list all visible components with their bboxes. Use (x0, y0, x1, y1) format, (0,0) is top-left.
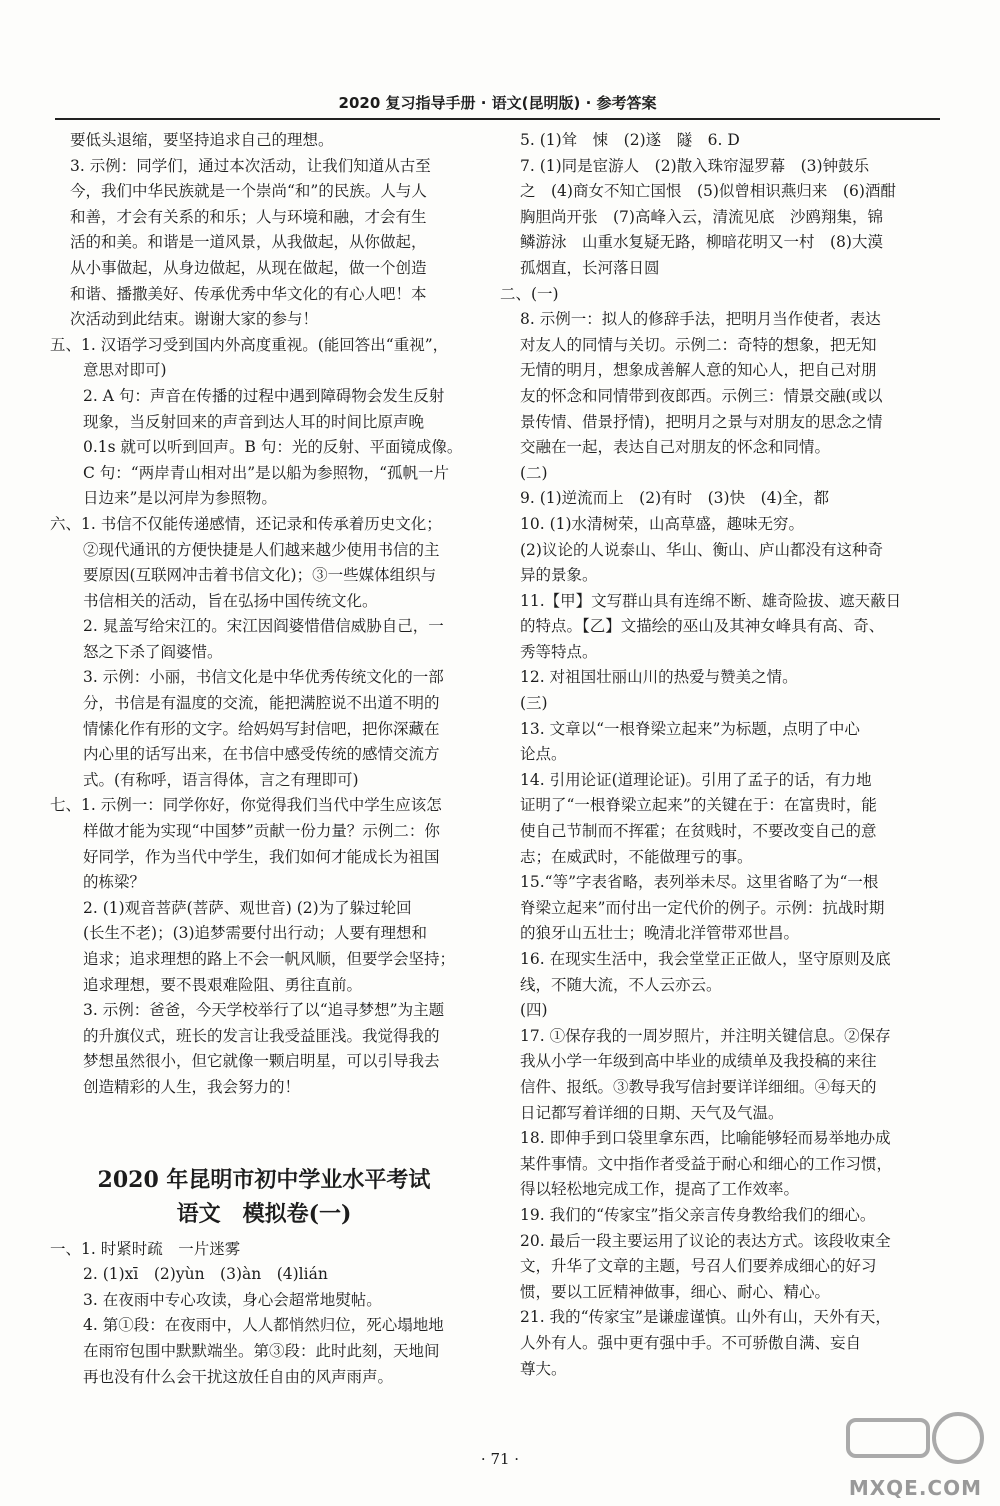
text-line: (2)议论的人说泰山、华山、衡山、庐山都没有这种奇 (520, 540, 883, 559)
text-line: 一、1. 时紧时疏 一片迷雾 (50, 1239, 241, 1258)
text-line: 证明了“一根脊梁立起来”的关键在于：在富贵时，能 (520, 796, 877, 815)
text-line: 21. 我的“传家宝”是谦虚谨慎。山外有山，天外有天， (520, 1308, 891, 1327)
text-line: 再也没有什么会干扰这放任自由的风声雨声。 (83, 1367, 394, 1386)
text-line: 孤烟直，长河落日圆 (520, 258, 660, 277)
text-line: 9. (1)逆流而上 (2)有时 (3)快 (4)全，都 (520, 489, 830, 508)
text-line: 14. 引用论证(道理论证)。引用了孟子的话，有力地 (520, 770, 872, 789)
text-line: 七、1. 示例一：同学你好，你觉得我们当代中学生应该怎 (50, 796, 442, 815)
text-line: 情愫化作有形的文字。给妈妈写封信吧，把你深藏在 (83, 719, 440, 738)
text-line: 2. (1)观音菩萨(菩萨、观世音) (2)为了躲过轮回 (83, 898, 412, 917)
text-line: 惯，要以工匠精神做事，细心、耐心、精心。 (520, 1282, 831, 1301)
text-line: 11.【甲】文写群山具有连绵不断、雄奇险拔、遮天蔽日 (520, 591, 902, 610)
text-line: 15.“等”字表省略，表列举未尽。这里省略了为“一根 (520, 873, 879, 892)
text-line: 的栋梁？ (83, 873, 146, 892)
text-line: 3. 示例：小丽，书信文化是中华优秀传统文化的一部 (83, 668, 444, 687)
text-line: 活的和美。和谐是一道风景，从我做起，从你做起， (70, 233, 427, 252)
text-line: 论点。 (520, 745, 567, 764)
text-line: 13. 文章以“一根脊梁立起来”为标题，点明了中心 (520, 719, 860, 738)
text-line: 5. (1)耸 悚 (2)遂 隧 6. D (520, 131, 740, 149)
text-line: 好同学，作为当代中学生，我们如何才能成长为祖国 (83, 847, 440, 866)
right-column (500, 128, 952, 1382)
section-gap (50, 1101, 478, 1163)
right-answers (500, 128, 952, 1382)
text-line: 式。(有称呼，语言得体，言之有理即可) (83, 770, 359, 789)
text-line: 从小事做起，从身边做起，从现在做起，做一个创造 (70, 258, 427, 277)
text-line: 书信相关的活动，旨在弘扬中国传统文化。 (83, 591, 378, 610)
text-line: 内心里的话写出来，在书信中感受传统的感情交流方 (83, 745, 440, 764)
text-line: 交融在一起，表达自己对朋友的怀念和同情。 (520, 438, 831, 457)
text-line: 尊大。 (520, 1359, 567, 1378)
text-line: 胸胆尚开张 (7)高峰入云，清流见底 沙鸥翔集，锦 (520, 207, 883, 226)
text-line: 2. (1)xī (2)yùn (3)àn (4)lián (83, 1265, 328, 1284)
text-line: 意思对即可) (83, 361, 167, 380)
text-line: 人外有人。强中更有强中手。不可骄傲自满、妄自 (520, 1333, 862, 1352)
mock-exam-answers (50, 1237, 478, 1391)
text-line: 使自己节制而不挥霍；在贫贱时，不要改变自己的意 (520, 822, 877, 841)
text-line: 的升旗仪式，班长的发言让我受益匪浅。我觉得我的 (83, 1026, 440, 1045)
text-line: 次活动到此结束。谢谢大家的参与！ (70, 310, 319, 329)
left-answers (50, 128, 478, 1101)
text-line: 五、1. 汉语学习受到国内外高度重视。(能回答出“重视”， (50, 335, 449, 354)
text-line: 今，我们中华民族就是一个崇尚“和”的民族。人与人 (70, 182, 427, 201)
text-line: 异的景象。 (520, 566, 598, 585)
exam-subtitle: 语文 模拟卷(一) (176, 1200, 352, 1227)
text-line: 19. 我们的“传家宝”指父亲言传身教给我们的细心。 (520, 1205, 876, 1224)
text-line: 景传情、借景抒情)，把明月之景与对朋友的思念之情 (520, 412, 883, 431)
text-line: 的狼牙山五壮士；晚清北洋管带邓世昌。 (520, 924, 800, 943)
text-line: 和善，才会有关系的和乐；人与环境和融，才会有生 (70, 207, 427, 226)
text-line: 梦想虽然很小，但它就像一颗启明星，可以引导我去 (83, 1052, 440, 1071)
text-line: 二、(一) (500, 284, 559, 303)
text-line: 0.1s 就可以听到回声。B 句：光的反射、平面镜成像。 (83, 438, 463, 457)
watermark-text: MXQE.COM (848, 1476, 982, 1500)
text-line: 我从小学一年级到高中毕业的成绩单及我投稿的来往 (520, 1052, 877, 1071)
text-line: 4. 第①段：在夜雨中，人人都悄然归位，死心塌地地 (83, 1316, 444, 1335)
text-line: 之 (4)商女不知亡国恨 (5)似曾相识燕归来 (6)酒酣 (520, 182, 896, 201)
text-line: 2. 晁盖写给宋江的。宋江因阎婆惜借信威胁自己，一 (83, 617, 444, 636)
text-line: 要原因(互联网冲击着书信文化)；③一些媒体组织与 (83, 566, 437, 585)
text-line: 某件事情。文中指作者受益于耐心和细心的工作习惯， (520, 1154, 893, 1173)
text-line: 线，不随大流，不人云亦云。 (520, 975, 722, 994)
text-line: 8. 示例一：拟人的修辞手法，把明月当作使者，表达 (520, 310, 881, 329)
text-line: 无情的明月，想象成善解人意的知心人，把自己对朋 (520, 361, 877, 380)
text-line: 20. 最后一段主要运用了议论的表达方式。该段收束全 (520, 1231, 891, 1250)
text-line: 2. A 句：声音在传播的过程中遇到障碍物会发生反射 (83, 386, 445, 405)
text-line: 10. (1)水清树荣，山高草盛，趣味无穷。 (520, 514, 805, 533)
text-line: 日记都写着详细的日期、天气及气温。 (520, 1103, 784, 1122)
text-line: 16. 在现实生活中，我会堂堂正正做人，坚守原则及底 (520, 950, 891, 968)
text-line: 对友人的同情与关切。示例二：奇特的想象，把无知 (520, 335, 877, 354)
text-line: ②现代通讯的方便快捷是人们越来越少使用书信的主 (83, 540, 440, 559)
text-line: 脊梁立起来”而付出一定代价的例子。示例：抗战时期 (520, 898, 885, 917)
text-line: C 句：“两岸青山相对出”是以船为参照物，“孤帆一片 (83, 463, 450, 482)
text-line: (四) (520, 1001, 548, 1020)
text-line: 在雨帘包围中默默端坐。第③段：此时此刻，天地间 (83, 1341, 440, 1360)
text-line: 志；在威武时，不能做理亏的事。 (520, 847, 753, 866)
text-line: 追求；追求理想的路上不会一帆风顺，但要学会坚持； (83, 950, 456, 968)
text-line: 怒之下杀了阎婆惜。 (83, 642, 223, 661)
text-line: 分，书信是有温度的交流，能把满腔说不出道不明的 (83, 694, 440, 713)
text-line: 六、1. 书信不仅能传递感情，还记录和传承着历史文化； (50, 514, 442, 533)
text-line: 18. 即伸手到口袋里拿东西，比喻能够轻而易举地办成 (520, 1129, 891, 1148)
text-line: (长生不老)；(3)追梦需要付出行动；人要有理想和 (83, 924, 428, 943)
text-line: 12. 对祖国壮丽山川的热爱与赞美之情。 (520, 668, 798, 687)
text-line: 要低头退缩，要坚持追求自己的理想。 (70, 131, 334, 149)
text-line: 3. 在夜雨中专心攻读，身心会超常地熨帖。 (83, 1290, 382, 1309)
text-line: 追求理想，要不畏艰难险阻、勇往直前。 (83, 975, 363, 994)
text-line: 3. 示例：同学们，通过本次活动，让我们知道从古至 (70, 156, 431, 175)
text-line: 现象，当反射回来的声音到达人耳的时间比原声晚 (83, 412, 425, 431)
text-line: 3. 示例：爸爸，今天学校举行了以“追寻梦想”为主题 (83, 1001, 445, 1020)
header-title: 2020 复习指导手册 · 语文(昆明版) · 参考答案 (338, 94, 657, 112)
text-line: 得以轻松地完成工作，提高了工作效率。 (520, 1180, 800, 1199)
exam-title: 2020 年昆明市初中学业水平考试 (97, 1166, 431, 1193)
text-line: 样做才能为实现“中国梦”贡献一份力量？示例二：你 (83, 822, 440, 841)
page-header (55, 88, 940, 120)
text-line: 友的怀念和同情带到夜郎西。示例三：情景交融(或以 (520, 386, 883, 405)
page-number: · 71 · (480, 1450, 520, 1468)
text-line: 和谐、播撒美好、传承优秀中华文化的有心人吧！本 (70, 284, 427, 303)
text-line: 秀等特点。 (520, 642, 598, 661)
text-line: 信件、报纸。③教导我写信封要详详细细。④每天的 (520, 1077, 877, 1096)
text-line: 日边来”是以河岸为参照物。 (83, 489, 277, 508)
text-line: 的特点。【乙】文描绘的巫山及其神女峰具有高、奇、 (520, 617, 885, 636)
text-line: 文，升华了文章的主题，号召人们要养成细心的好习 (520, 1257, 877, 1276)
text-line: (三) (520, 694, 548, 713)
text-line: 7. (1)同是宦游人 (2)散入珠帘湿罗幕 (3)钟鼓乐 (520, 156, 870, 175)
text-line: 17. ①保存我的一周岁照片，并注明关键信息。②保存 (520, 1026, 891, 1045)
left-column (50, 128, 478, 1390)
text-line: 鳞游泳 山重水复疑无路，柳暗花明又一村 (8)大漠 (520, 233, 883, 252)
text-line: (二) (520, 463, 548, 482)
text-line: 创造精彩的人生，我会努力的！ (83, 1077, 301, 1096)
